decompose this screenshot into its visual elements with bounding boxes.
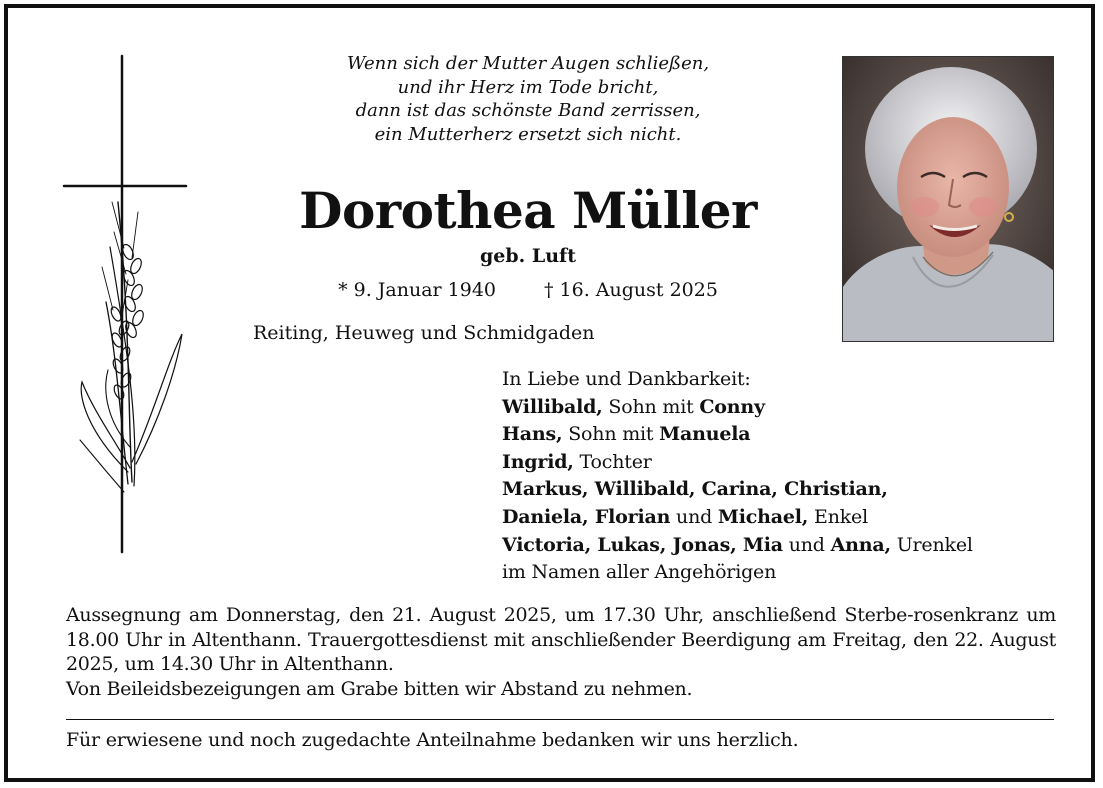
life-dates xyxy=(268,278,788,302)
thanks-note: Für erwiesene und noch zugedachte Anteilnahme bedanken wir uns herzlich. xyxy=(66,729,799,751)
poem-line: dann ist das schönste Band zerrissen, xyxy=(355,100,701,121)
mourner-relation: Tochter xyxy=(573,450,652,473)
mourner-relation: Sohn mit xyxy=(562,423,660,446)
residence: Reiting, Heuweg und Schmidgaden xyxy=(253,322,595,344)
mourner-name: Markus, Willibald, Carina, Christian, xyxy=(502,478,888,501)
mourner-relation: und xyxy=(670,505,718,528)
mourner-line xyxy=(502,476,1082,504)
mourner-line xyxy=(502,421,1082,449)
mourner-line xyxy=(502,504,1082,532)
mourner-name: Willibald, xyxy=(502,395,603,418)
poem-line: Wenn sich der Mutter Augen schließen, xyxy=(346,53,710,74)
mourner-name: Ingrid, xyxy=(502,450,574,473)
death-date: † 16. August 2025 xyxy=(544,279,718,301)
condolence-note: Von Beileidsbezeigungen am Grabe bitten wir Abstand zu nehmen. xyxy=(66,677,693,700)
mourner-name: Michael, xyxy=(717,505,809,528)
divider xyxy=(66,719,1054,720)
mourner-name: Anna, xyxy=(830,533,891,556)
birth-name: geb. Luft xyxy=(479,245,576,267)
mourner-name: Conny xyxy=(699,395,765,418)
deceased-name: Dorothea Müller xyxy=(299,181,757,240)
poem-verse xyxy=(268,52,788,146)
mourners-list xyxy=(502,366,1082,587)
mourner-name: Daniela, Florian xyxy=(502,505,671,528)
birth-date: * 9. Januar 1940 xyxy=(338,279,496,301)
poem-line: und ihr Herz im Tode bricht, xyxy=(397,76,659,98)
portrait-photo xyxy=(842,56,1054,342)
funeral-details: Aussegnung am Donnerstag, den 21. August 2025, um 17.30 Uhr, anschließend Sterbe-rosenkranz um 18.00 Uhr in Altenthann. Trauergottesdienst mit anschließender Beerdigung am Freitag, den 22. August 2025, um 14.30 Uhr in Altenthann. xyxy=(66,604,1056,675)
mourner-relation: und xyxy=(782,533,831,556)
mourner-relation: Urenkel xyxy=(890,533,973,556)
mourner-relation: Sohn mit xyxy=(602,395,700,418)
cross-with-wheat-icon xyxy=(58,52,198,562)
mourner-line xyxy=(502,559,1082,587)
mourner-name: Hans, xyxy=(502,423,563,446)
mourner-relation: im Namen aller Angehörigen xyxy=(502,561,777,584)
mourner-relation: Enkel xyxy=(808,505,868,528)
mourner-line xyxy=(502,532,1082,560)
obituary-card xyxy=(4,4,1095,782)
funeral-notice xyxy=(66,603,1056,701)
mourner-name: Manuela xyxy=(659,423,751,446)
mourner-name: Victoria, Lukas, Jonas, Mia xyxy=(502,533,783,556)
mourners-intro: In Liebe und Dankbarkeit: xyxy=(502,368,751,390)
poem-line: ein Mutterherz ersetzt sich nicht. xyxy=(374,123,682,145)
mourner-line xyxy=(502,449,1082,477)
mourner-line xyxy=(502,394,1082,422)
